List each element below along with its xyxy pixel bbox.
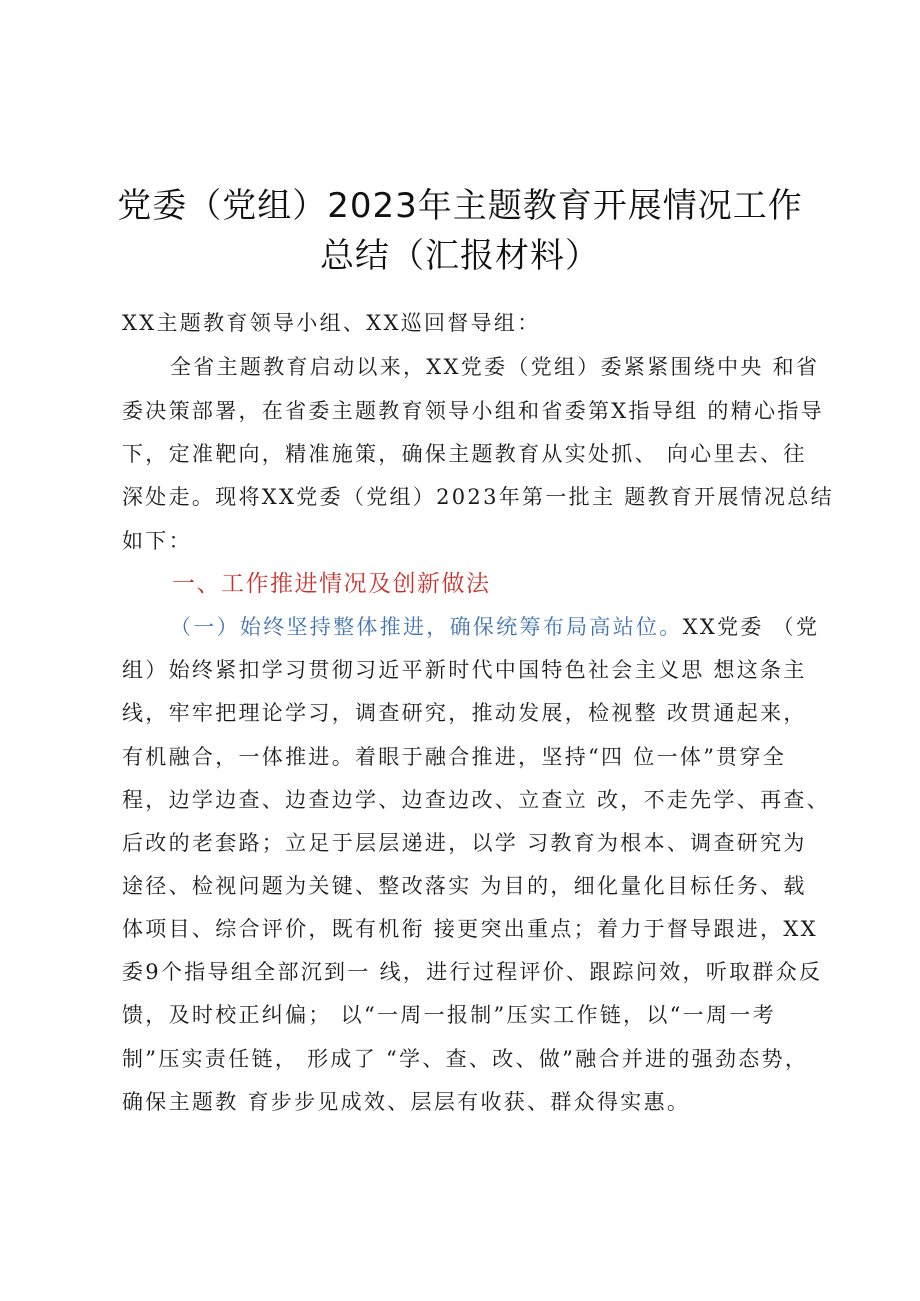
body-line: 后改的老套路；立足于层层递进，以学 习教育为根本、调查研究为: [122, 831, 807, 855]
body-line: 制”压实责任链， 形成了 “学、查、改、做”融合并进的强劲态势，: [122, 1047, 809, 1071]
body-line: 途径、检视问题为关键、整改落实 为目的，细化量化目标任务、载: [122, 874, 807, 898]
body-line: 线，牢牢把理论学习，调查研究，推动发展，检视整 改贯通起来，: [122, 701, 807, 725]
intro-line: 全省主题教育启动以来，XX党委（党组）委紧紧围绕中央 和省: [170, 355, 820, 379]
salutation: XX主题教育领导小组、XX巡回督导组：: [122, 311, 541, 335]
document-title-line-2: 总结（汇报材料）: [320, 236, 600, 276]
intro-line: 委决策部署，在省委主题教育领导小组和省委第X指导组 的精心指导: [122, 399, 824, 423]
body-line: 馈，及时校正纠偏； 以“一周一报制”压实工作链，以“一周一考: [122, 1003, 776, 1027]
intro-line: 下，定准靶向，精准施策，确保主题教育从实处抓、 向心里去、往: [122, 442, 807, 466]
body-line: 有机融合，一体推进。着眼于融合推进，坚持“四 位一体”贯穿全: [122, 745, 787, 769]
body-line: 确保主题教 育步步见成效、层层有收获、群众得实惠。: [122, 1090, 691, 1114]
body-line: 体项目、综合评价，既有机衔 接更突出重点；着力于督导跟进，XX: [122, 917, 818, 941]
intro-line: 深处走。现将XX党委（党组）2023年第一批主 题教育开展情况总结: [122, 485, 834, 509]
section-heading: 一、工作推进情况及创新做法: [172, 571, 491, 597]
document-title-line-1: 党委（党组）2023年主题教育开展情况工作: [117, 186, 803, 226]
subsection-heading: （一）始终坚持整体推进，确保统筹布局高站位。: [170, 615, 683, 639]
body-line: 委9个指导组全部沉到一 线，进行过程评价、跟踪问效，听取群众反: [122, 960, 823, 984]
subsection-first-line: [170, 612, 822, 642]
body-line: 组）始终紧扣学习贯彻习近平新时代中国特色社会主义思 想这条主: [122, 658, 807, 682]
body-line: 程，边学边查、边查边学、边查边改、立查立 改，不走先学、再查、: [122, 788, 830, 812]
subsection-lead-rest: XX党委 （党: [682, 615, 820, 639]
intro-line: 如下：: [122, 529, 192, 553]
